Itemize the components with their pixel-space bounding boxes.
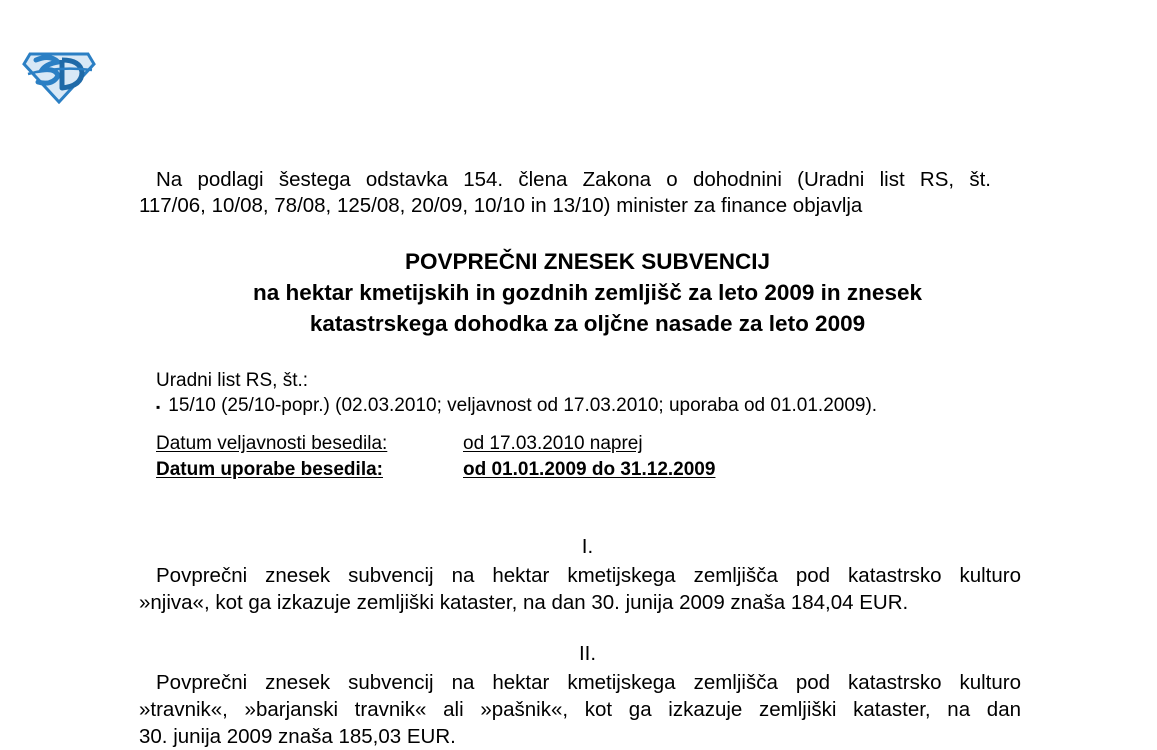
document-title [139, 246, 1036, 339]
title-line: katastrskega dohodka za oljčne nasade za leto 2009 [309, 311, 866, 336]
use-row [156, 457, 715, 483]
paragraph-line: »njiva«, kot ga izkazuje zemljiški kataster, na dan 30. junija 2009 znaša 184,04 EUR. [139, 591, 909, 614]
validity-value: od 17.03.2010 naprej [463, 433, 643, 454]
section-number: II. [578, 642, 597, 665]
section-paragraph [139, 669, 1021, 750]
bullet-icon: ▪ [156, 400, 161, 414]
validity-row [156, 431, 715, 457]
shield-logo-icon [22, 48, 96, 104]
paragraph-line: Povprečni znesek subvencij na hektar kmetijskega zemljišča pod katastrsko kulturo [156, 671, 1021, 694]
intro-paragraph [139, 167, 991, 219]
title-line: POVPREČNI ZNESEK SUBVENCIJ [404, 249, 771, 274]
intro-line: 117/06, 10/08, 78/08, 125/08, 20/09, 10/10 in 13/10) minister za finance objavlja [139, 194, 863, 217]
dates-block [156, 431, 715, 483]
paragraph-line: »travnik«, »barjanski travnik« ali »pašnik«, kot ga izkazuje zemljiški kataster, na dan [139, 698, 1021, 721]
intro-line: Na podlagi šestega odstavka 154. člena Zakona o dohodnini (Uradni list RS, št. [156, 168, 991, 191]
sd-logo [22, 48, 96, 104]
section-paragraph [139, 562, 1021, 616]
paragraph-line: Povprečni znesek subvencij na hektar kmetijskega zemljišča pod katastrsko kulturo [156, 564, 1021, 587]
use-value: od 01.01.2009 do 31.12.2009 [463, 459, 716, 480]
validity-label: Datum veljavnosti besedila: [156, 433, 388, 454]
use-label: Datum uporabe besedila: [156, 459, 383, 480]
title-line: na hektar kmetijskih in gozdnih zemljišč za leto 2009 in znesek [253, 280, 922, 305]
gazette-reference [156, 368, 877, 420]
section-number: I. [581, 535, 594, 558]
gazette-entry [156, 393, 877, 420]
paragraph-line: 30. junija 2009 znaša 185,03 EUR. [139, 725, 456, 748]
gazette-label: Uradni list RS, št.: [156, 370, 309, 391]
gazette-entry-text: 15/10 (25/10-popr.) (02.03.2010; veljavnost od 17.03.2010; uporaba od 01.01.2009). [168, 395, 878, 416]
